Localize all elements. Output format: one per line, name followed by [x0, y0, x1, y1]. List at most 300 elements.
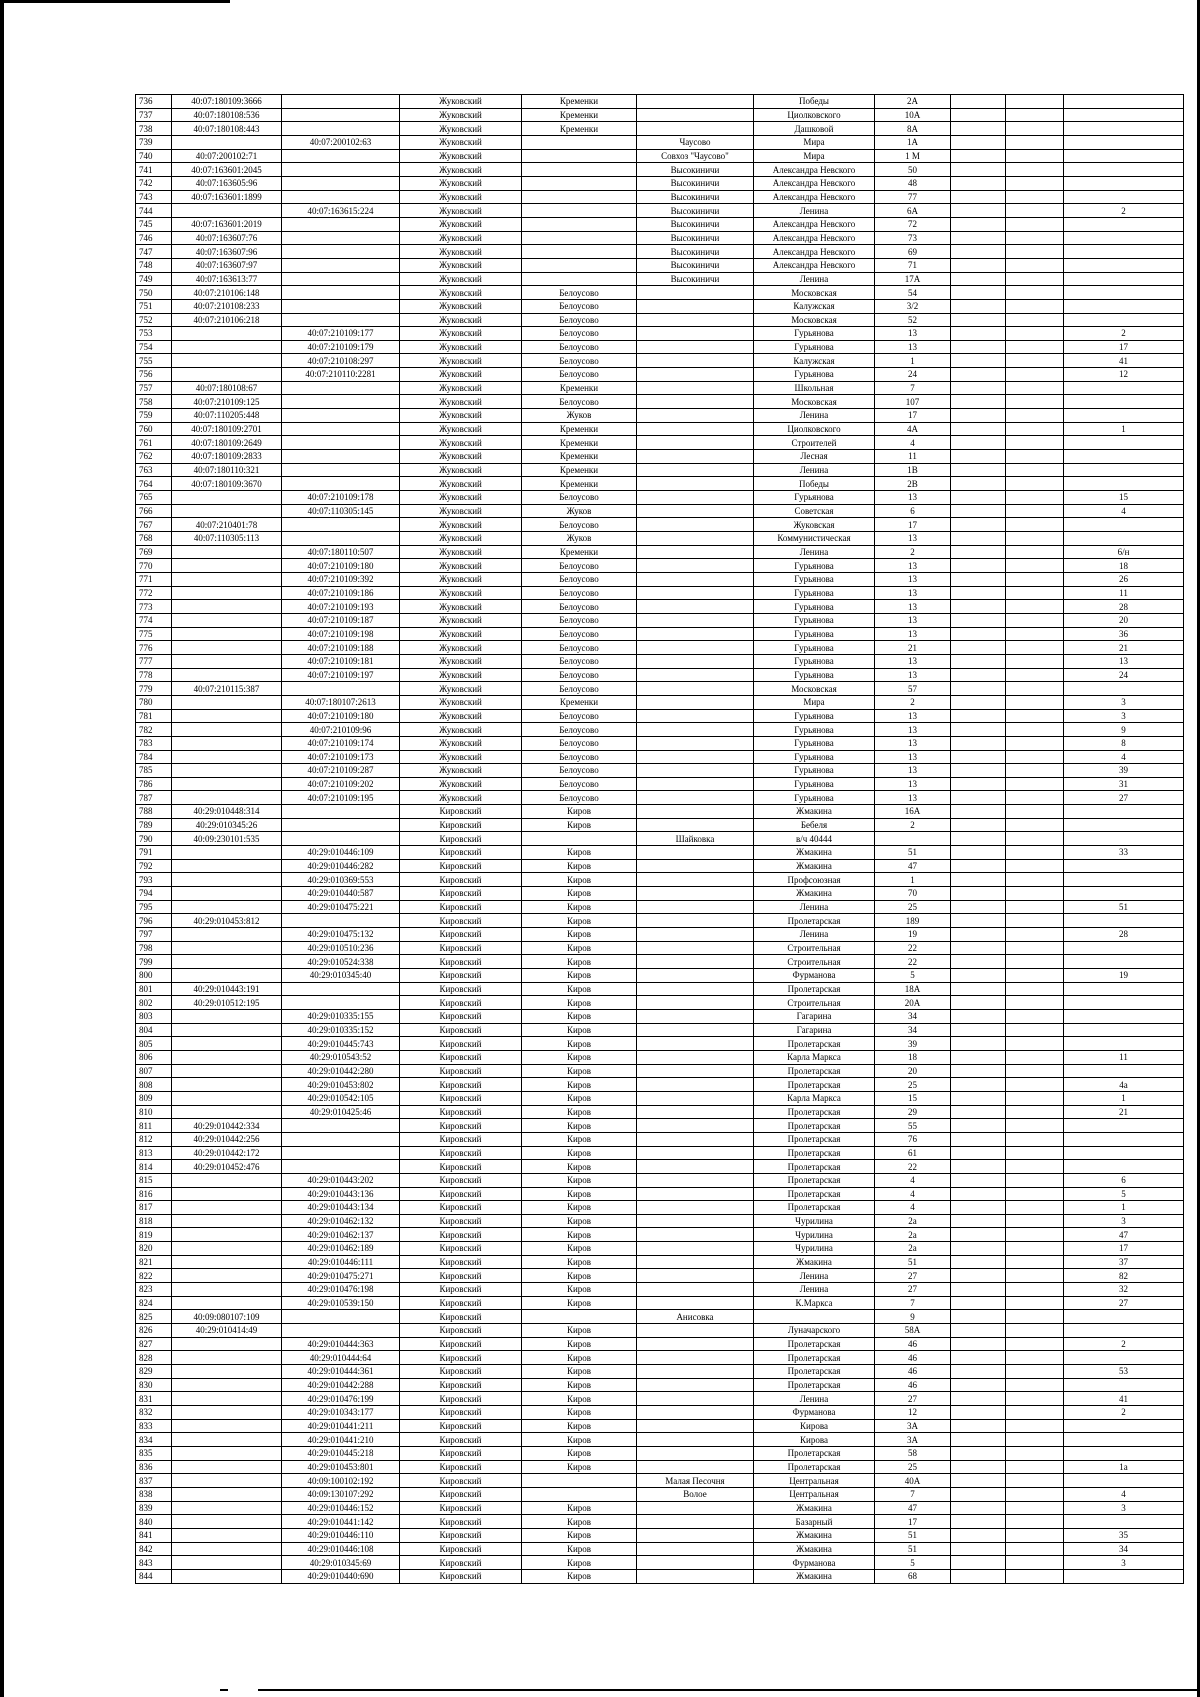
town: Белоусово	[522, 313, 637, 327]
house-number: 4А	[875, 422, 951, 436]
cadastral-number-building: 40:07:210109:193	[282, 600, 400, 614]
row-number: 834	[136, 1433, 172, 1447]
town: Киров	[522, 1460, 637, 1474]
extra-2	[1006, 272, 1064, 286]
extra-1	[951, 395, 1006, 409]
extra-1	[951, 1433, 1006, 1447]
street: Гурьянова	[754, 777, 875, 791]
village	[637, 1419, 754, 1433]
apartment-number	[1064, 286, 1184, 300]
street: Карла Маркса	[754, 1091, 875, 1105]
cadastral-number-building: 40:29:010446:108	[282, 1542, 400, 1556]
extra-2	[1006, 381, 1064, 395]
table-row	[136, 1569, 1184, 1583]
village	[637, 1528, 754, 1542]
extra-2	[1006, 95, 1064, 109]
cadastral-number-building	[282, 108, 400, 122]
extra-2	[1006, 695, 1064, 709]
apartment-number: 32	[1064, 1283, 1184, 1297]
village	[637, 1064, 754, 1078]
town: Белоусово	[522, 586, 637, 600]
street	[754, 1310, 875, 1324]
row-number: 751	[136, 299, 172, 313]
house-number: 69	[875, 245, 951, 259]
town: Жуков	[522, 409, 637, 423]
cadastral-number-building	[282, 245, 400, 259]
street: Гурьянова	[754, 668, 875, 682]
apartment-number: 1	[1064, 1201, 1184, 1215]
extra-2	[1006, 969, 1064, 983]
table-row	[136, 1419, 1184, 1433]
extra-2	[1006, 176, 1064, 190]
apartment-number: 51	[1064, 900, 1184, 914]
town: Киров	[522, 1009, 637, 1023]
street: Жмакина	[754, 1528, 875, 1542]
extra-1	[951, 450, 1006, 464]
district: Кировский	[400, 1569, 522, 1583]
table-row	[136, 1064, 1184, 1078]
cadastral-number-building: 40:29:010446:152	[282, 1501, 400, 1515]
extra-2	[1006, 1501, 1064, 1515]
apartment-number: 35	[1064, 1528, 1184, 1542]
cadastral-number-building: 40:07:210109:187	[282, 613, 400, 627]
row-number: 800	[136, 969, 172, 983]
row-number: 767	[136, 518, 172, 532]
apartment-number: 31	[1064, 777, 1184, 791]
town: Белоусово	[522, 709, 637, 723]
cadastral-number-land	[172, 1037, 282, 1051]
table-row	[136, 928, 1184, 942]
town: Киров	[522, 1351, 637, 1365]
row-number: 835	[136, 1446, 172, 1460]
row-number: 786	[136, 777, 172, 791]
town: Киров	[522, 1283, 637, 1297]
town: Кременки	[522, 463, 637, 477]
village: Шайковка	[637, 832, 754, 846]
town: Белоусово	[522, 395, 637, 409]
cadastral-number-building	[282, 395, 400, 409]
street: Центральная	[754, 1474, 875, 1488]
street: К.Маркса	[754, 1296, 875, 1310]
cadastral-number-building	[282, 299, 400, 313]
village	[637, 1569, 754, 1583]
apartment-number: 21	[1064, 1105, 1184, 1119]
district: Кировский	[400, 1255, 522, 1269]
house-number: 13	[875, 327, 951, 341]
village	[637, 955, 754, 969]
house-number: 13	[875, 572, 951, 586]
extra-1	[951, 1392, 1006, 1406]
cadastral-number-building	[282, 422, 400, 436]
village: Высокиничи	[637, 231, 754, 245]
table-row	[136, 327, 1184, 341]
extra-1	[951, 941, 1006, 955]
street: Мира	[754, 695, 875, 709]
cadastral-number-building: 40:29:010462:189	[282, 1242, 400, 1256]
apartment-number: 11	[1064, 586, 1184, 600]
district: Кировский	[400, 941, 522, 955]
village	[637, 572, 754, 586]
table-row	[136, 1460, 1184, 1474]
district: Кировский	[400, 996, 522, 1010]
town	[522, 832, 637, 846]
house-number: 13	[875, 736, 951, 750]
district: Кировский	[400, 1433, 522, 1447]
street: Калужская	[754, 299, 875, 313]
street: Гурьянова	[754, 627, 875, 641]
apartment-number: 2	[1064, 327, 1184, 341]
extra-2	[1006, 1296, 1064, 1310]
extra-2	[1006, 504, 1064, 518]
extra-1	[951, 818, 1006, 832]
cadastral-number-building: 40:07:210109:202	[282, 777, 400, 791]
extra-1	[951, 327, 1006, 341]
cadastral-number-building: 40:07:210109:178	[282, 491, 400, 505]
row-number: 828	[136, 1351, 172, 1365]
cadastral-number-land	[172, 941, 282, 955]
extra-2	[1006, 1201, 1064, 1215]
district: Жуковский	[400, 559, 522, 573]
cadastral-number-land	[172, 354, 282, 368]
street: Гурьянова	[754, 641, 875, 655]
extra-2	[1006, 887, 1064, 901]
district: Жуковский	[400, 532, 522, 546]
extra-1	[951, 1406, 1006, 1420]
table-row	[136, 1378, 1184, 1392]
cadastral-number-building: 40:29:010442:280	[282, 1064, 400, 1078]
district: Кировский	[400, 1214, 522, 1228]
row-number: 764	[136, 477, 172, 491]
cadastral-number-building: 40:07:210109:198	[282, 627, 400, 641]
table-row	[136, 477, 1184, 491]
street: Гурьянова	[754, 764, 875, 778]
district: Жуковский	[400, 450, 522, 464]
street: Советская	[754, 504, 875, 518]
extra-2	[1006, 340, 1064, 354]
extra-2	[1006, 1406, 1064, 1420]
cadastral-number-building: 40:29:010443:134	[282, 1201, 400, 1215]
extra-2	[1006, 682, 1064, 696]
district: Жуковский	[400, 258, 522, 272]
apartment-number	[1064, 1037, 1184, 1051]
extra-1	[951, 777, 1006, 791]
house-number: 46	[875, 1337, 951, 1351]
extra-1	[951, 627, 1006, 641]
extra-2	[1006, 1173, 1064, 1187]
cadastral-number-land	[172, 1337, 282, 1351]
apartment-number	[1064, 299, 1184, 313]
apartment-number: 33	[1064, 846, 1184, 860]
cadastral-number-building: 40:07:210110:2281	[282, 368, 400, 382]
house-number: 13	[875, 586, 951, 600]
cadastral-number-building	[282, 1310, 400, 1324]
row-number: 842	[136, 1542, 172, 1556]
district: Жуковский	[400, 422, 522, 436]
district: Жуковский	[400, 723, 522, 737]
extra-1	[951, 545, 1006, 559]
cadastral-number-building: 40:29:010542:105	[282, 1091, 400, 1105]
town: Белоусово	[522, 654, 637, 668]
cadastral-number-land: 40:09:080107:109	[172, 1310, 282, 1324]
cadastral-number-land	[172, 1460, 282, 1474]
town: Киров	[522, 1446, 637, 1460]
extra-2	[1006, 1419, 1064, 1433]
cadastral-number-land	[172, 668, 282, 682]
cadastral-number-building: 40:07:210109:287	[282, 764, 400, 778]
apartment-number: 2	[1064, 1406, 1184, 1420]
cadastral-number-building: 40:29:010445:743	[282, 1037, 400, 1051]
house-number: 13	[875, 654, 951, 668]
apartment-number: 8	[1064, 736, 1184, 750]
village	[637, 1242, 754, 1256]
extra-2	[1006, 996, 1064, 1010]
house-number: 2	[875, 695, 951, 709]
street: Строительная	[754, 955, 875, 969]
apartment-number: 11	[1064, 1050, 1184, 1064]
extra-2	[1006, 600, 1064, 614]
village	[637, 1146, 754, 1160]
extra-1	[951, 354, 1006, 368]
row-number: 777	[136, 654, 172, 668]
street: Александра Невского	[754, 190, 875, 204]
street: Гурьянова	[754, 340, 875, 354]
cadastral-number-building	[282, 286, 400, 300]
table-row	[136, 1269, 1184, 1283]
table-row	[136, 1078, 1184, 1092]
row-number: 779	[136, 682, 172, 696]
table-row	[136, 1283, 1184, 1297]
extra-1	[951, 1160, 1006, 1174]
village	[637, 1255, 754, 1269]
apartment-number: 82	[1064, 1269, 1184, 1283]
town: Белоусово	[522, 491, 637, 505]
street: Фурманова	[754, 1406, 875, 1420]
district: Кировский	[400, 1351, 522, 1365]
cadastral-number-land	[172, 928, 282, 942]
extra-2	[1006, 1324, 1064, 1338]
town: Киров	[522, 1337, 637, 1351]
extra-2	[1006, 873, 1064, 887]
apartment-number	[1064, 1064, 1184, 1078]
house-number: 27	[875, 1269, 951, 1283]
table-row	[136, 654, 1184, 668]
street: Гурьянова	[754, 723, 875, 737]
apartment-number	[1064, 532, 1184, 546]
cadastral-number-building	[282, 122, 400, 136]
cadastral-number-building: 40:29:010335:155	[282, 1009, 400, 1023]
street: Гурьянова	[754, 559, 875, 573]
apartment-number: 2	[1064, 1337, 1184, 1351]
cadastral-number-building: 40:07:210109:180	[282, 559, 400, 573]
house-number: 2а	[875, 1242, 951, 1256]
village: Малая Песочня	[637, 1474, 754, 1488]
house-number: 4	[875, 1173, 951, 1187]
district: Жуковский	[400, 381, 522, 395]
cadastral-number-building	[282, 463, 400, 477]
table-row	[136, 1160, 1184, 1174]
street: Гурьянова	[754, 491, 875, 505]
street: Ленина	[754, 928, 875, 942]
house-number: 58	[875, 1446, 951, 1460]
apartment-number	[1064, 450, 1184, 464]
cadastral-number-land	[172, 791, 282, 805]
village: Высокиничи	[637, 190, 754, 204]
street: Пролетарская	[754, 1078, 875, 1092]
extra-1	[951, 95, 1006, 109]
row-number: 844	[136, 1569, 172, 1583]
street: Ленина	[754, 1283, 875, 1297]
house-number: 7	[875, 381, 951, 395]
extra-1	[951, 887, 1006, 901]
extra-2	[1006, 1078, 1064, 1092]
cadastral-number-land	[172, 654, 282, 668]
cadastral-number-land: 40:29:010452:476	[172, 1160, 282, 1174]
town: Киров	[522, 1365, 637, 1379]
house-number: 3А	[875, 1433, 951, 1447]
district: Жуковский	[400, 204, 522, 218]
town: Киров	[522, 982, 637, 996]
village	[637, 545, 754, 559]
cadastral-number-land	[172, 1351, 282, 1365]
village	[637, 818, 754, 832]
house-number: 2а	[875, 1214, 951, 1228]
district: Жуковский	[400, 668, 522, 682]
extra-1	[951, 504, 1006, 518]
street: Чурилина	[754, 1214, 875, 1228]
row-number: 810	[136, 1105, 172, 1119]
apartment-number: 1	[1064, 422, 1184, 436]
apartment-number	[1064, 1419, 1184, 1433]
town: Жуков	[522, 504, 637, 518]
district: Кировский	[400, 1515, 522, 1529]
town: Киров	[522, 846, 637, 860]
row-number: 821	[136, 1255, 172, 1269]
village	[637, 299, 754, 313]
house-number: 22	[875, 941, 951, 955]
street: Циолковского	[754, 422, 875, 436]
extra-1	[951, 1542, 1006, 1556]
extra-2	[1006, 709, 1064, 723]
extra-1	[951, 491, 1006, 505]
apartment-number: 3	[1064, 1501, 1184, 1515]
extra-1	[951, 873, 1006, 887]
table-row	[136, 996, 1184, 1010]
row-number: 772	[136, 586, 172, 600]
extra-1	[951, 1337, 1006, 1351]
town: Жуков	[522, 532, 637, 546]
district: Жуковский	[400, 313, 522, 327]
district: Жуковский	[400, 627, 522, 641]
street: Жмакина	[754, 805, 875, 819]
cadastral-number-building	[282, 1132, 400, 1146]
district: Кировский	[400, 1078, 522, 1092]
row-number: 843	[136, 1556, 172, 1570]
extra-1	[951, 736, 1006, 750]
table-row	[136, 613, 1184, 627]
town: Киров	[522, 1146, 637, 1160]
cadastral-number-building	[282, 518, 400, 532]
cadastral-number-land	[172, 1078, 282, 1092]
extra-2	[1006, 1433, 1064, 1447]
cadastral-number-building: 40:07:210109:186	[282, 586, 400, 600]
house-number: 19	[875, 928, 951, 942]
extra-2	[1006, 450, 1064, 464]
cadastral-number-building	[282, 176, 400, 190]
table-row	[136, 1146, 1184, 1160]
extra-2	[1006, 641, 1064, 655]
town: Киров	[522, 955, 637, 969]
town	[522, 190, 637, 204]
village	[637, 764, 754, 778]
cadastral-number-land	[172, 723, 282, 737]
district: Кировский	[400, 859, 522, 873]
table-row	[136, 1255, 1184, 1269]
town: Киров	[522, 859, 637, 873]
district: Кировский	[400, 1296, 522, 1310]
extra-1	[951, 1365, 1006, 1379]
street: Карла Маркса	[754, 1050, 875, 1064]
extra-2	[1006, 914, 1064, 928]
cadastral-number-land: 40:07:110205:448	[172, 409, 282, 423]
row-number: 809	[136, 1091, 172, 1105]
cadastral-number-land	[172, 1474, 282, 1488]
row-number: 811	[136, 1119, 172, 1133]
cadastral-number-land: 40:07:180109:3670	[172, 477, 282, 491]
town	[522, 231, 637, 245]
house-number: 51	[875, 846, 951, 860]
row-number: 793	[136, 873, 172, 887]
street: Пролетарская	[754, 1119, 875, 1133]
town: Белоусово	[522, 354, 637, 368]
town: Киров	[522, 996, 637, 1010]
village	[637, 709, 754, 723]
apartment-number	[1064, 245, 1184, 259]
district: Жуковский	[400, 340, 522, 354]
town: Киров	[522, 887, 637, 901]
apartment-number	[1064, 122, 1184, 136]
table-row	[136, 1242, 1184, 1256]
town: Белоусово	[522, 340, 637, 354]
cadastral-number-land	[172, 559, 282, 573]
cadastral-number-land	[172, 1173, 282, 1187]
row-number: 815	[136, 1173, 172, 1187]
town: Киров	[522, 1269, 637, 1283]
town: Киров	[522, 1569, 637, 1583]
house-number: 1А	[875, 135, 951, 149]
house-number: 73	[875, 231, 951, 245]
street: Мира	[754, 135, 875, 149]
street: Пролетарская	[754, 1173, 875, 1187]
house-number: 13	[875, 613, 951, 627]
district: Кировский	[400, 1378, 522, 1392]
street: Победы	[754, 477, 875, 491]
apartment-number: 36	[1064, 627, 1184, 641]
town: Киров	[522, 1132, 637, 1146]
house-number: 22	[875, 1160, 951, 1174]
row-number: 750	[136, 286, 172, 300]
table-row	[136, 1487, 1184, 1501]
cadastral-number-land	[172, 545, 282, 559]
row-number: 796	[136, 914, 172, 928]
extra-2	[1006, 750, 1064, 764]
row-number: 776	[136, 641, 172, 655]
street: Пролетарская	[754, 1378, 875, 1392]
house-number: 52	[875, 313, 951, 327]
extra-1	[951, 900, 1006, 914]
cadastral-number-land	[172, 1556, 282, 1570]
apartment-number	[1064, 1160, 1184, 1174]
extra-1	[951, 1283, 1006, 1297]
